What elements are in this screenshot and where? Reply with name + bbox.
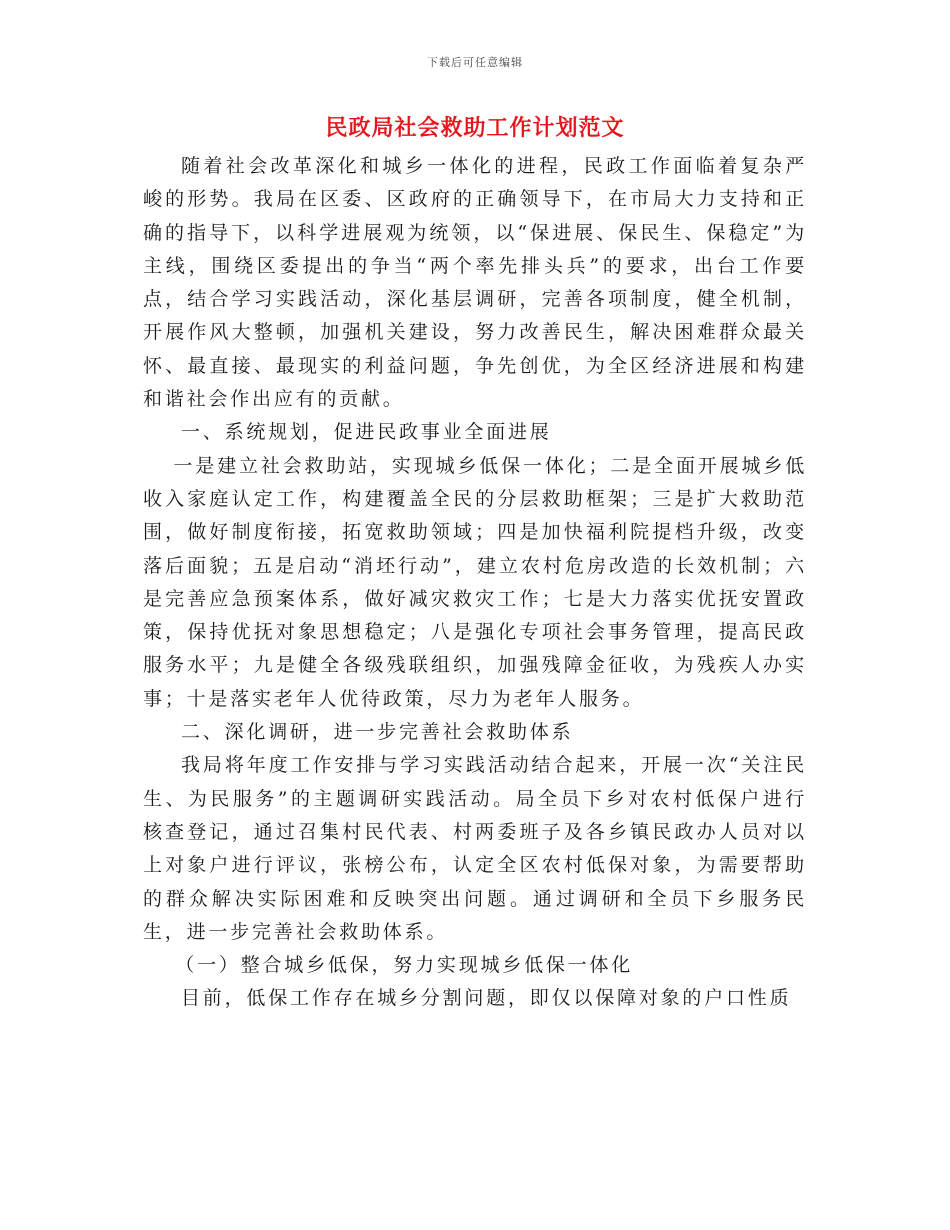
section-2-paragraph: 我局将年度工作安排与学习实践活动结合起来，开展一次“关注民生、为民服务”的主题调研实践活动。局全员下乡对农村低保户进行核查登记，通过召集村民代表、村两委班子及各乡镇民政办人员对以上对象户进行评议，张榜公布，认定全区农村低保对象，为需要帮助的群众解决实际困难和反映突出问题。通过调研和全员下乡服务民生，进一步完善社会救助体系。 [143, 754, 807, 943]
subsection-1-paragraph: 目前，低保工作存在城乡分割问题，即仅以保障对象的户口性质 [181, 987, 792, 1010]
document-title: 民政局社会救助工作计划范文 [325, 115, 625, 141]
header-note: 下载后可任意编辑 [427, 56, 523, 69]
section-heading-1: 一、系统规划，促进民政事业全面进展 [181, 421, 552, 444]
subsection-heading-1: （一）整合城乡低保，努力实现城乡低保一体化 [175, 954, 634, 977]
section-heading-2: 二、深化调研，进一步完善社会救助体系 [181, 721, 574, 744]
intro-paragraph: 随着社会改革深化和城乡一体化的进程，民政工作面临着复杂严峻的形势。我局在区委、区政府的正确领导下，在市局大力支持和正确的指导下，以科学进展观为统领，以“保进展、保民生、保稳定”为主线，围绕区委提出的争当“两个率先排头兵”的要求，出台工作要点，结合学习实践活动，深化基层调研，完善各项制度，健全机制，开展作风大整顿，加强机关建设，努力改善民生，解决困难群众最关怀、最直接、最现实的利益问题，争先创优，为全区经济进展和构建和谐社会作出应有的贡献。 [143, 155, 807, 411]
document-body [143, 150, 807, 1016]
section-1-paragraph: 一是建立社会救助站，实现城乡低保一体化；二是全面开展城乡低收入家庭认定工作，构建覆盖全民的分层救助框架；三是扩大救助范围，做好制度衔接，拓宽救助领域；四是加快福利院提档升级，改变落后面貌；五是启动“消坯行动”，建立农村危房改造的长效机制；六是完善应急预案体系，做好减灾救灾工作；七是大力落实优抚安置政策，保持优抚对象思想稳定；八是强化专项社会事务管理，提高民政服务水平；九是健全各级残联组织，加强残障金征收，为残疾人办实事；十是落实老年人优待政策，尽力为老年人服务。 [143, 454, 807, 710]
